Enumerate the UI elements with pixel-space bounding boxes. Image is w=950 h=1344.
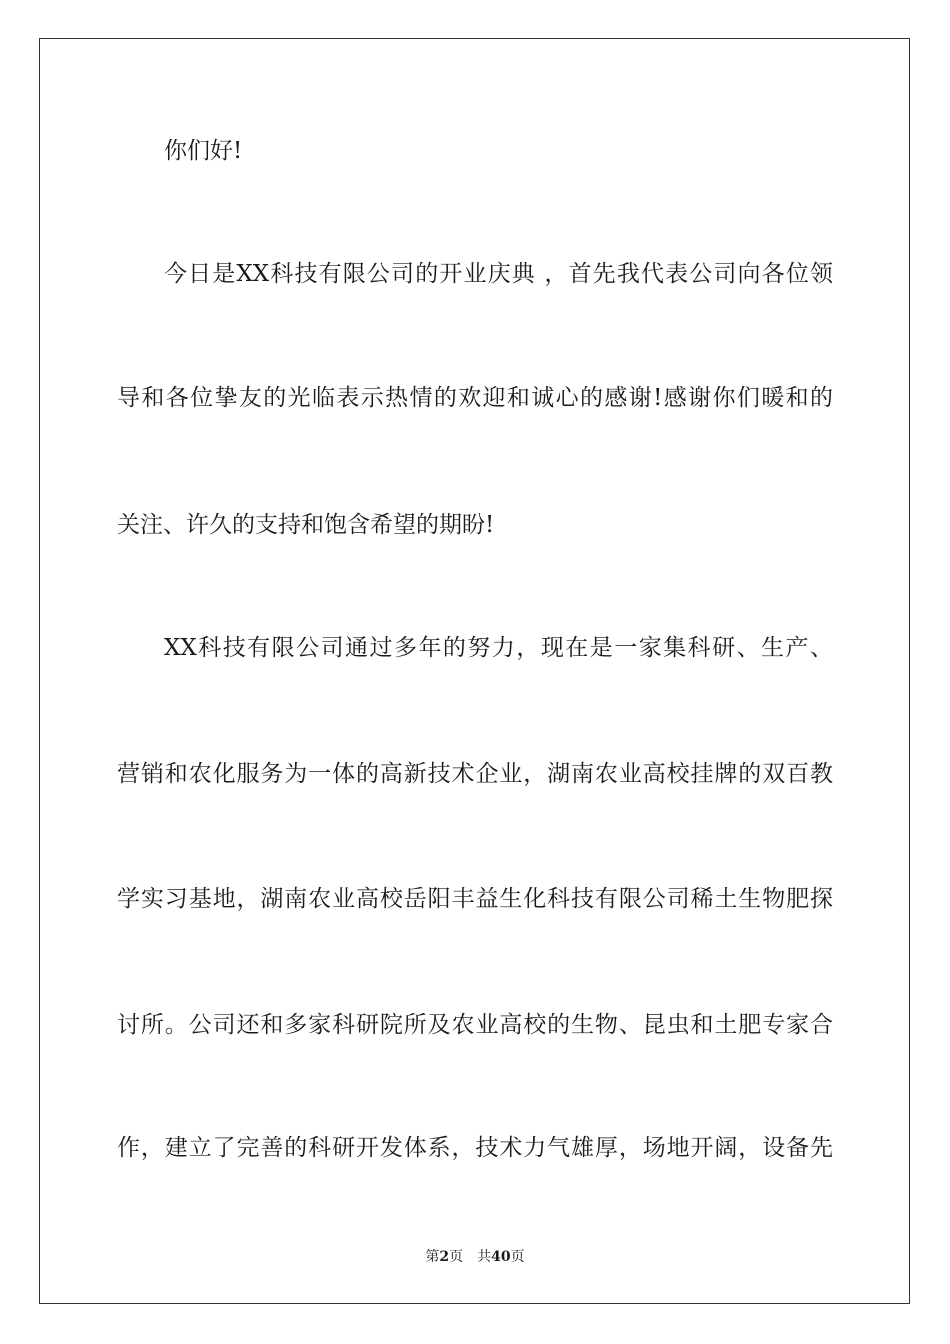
page-prefix: 第: [425, 1249, 440, 1265]
paragraph-2-line-4: 讨所。公司还和多家科研院所及农业高校的生物、昆虫和土肥专家合: [117, 1012, 833, 1038]
page-footer: [0, 1248, 950, 1266]
paragraph-2-line-3: 学实习基地，湖南农业高校岳阳丰益生化科技有限公司稀土生物肥探: [117, 886, 833, 912]
total-prefix: 共: [477, 1249, 492, 1265]
greeting-line: 你们好!: [164, 138, 243, 164]
paragraph-1-line-3: 关注、许久的支持和饱含希望的期盼!: [117, 512, 495, 538]
total-suffix: 页: [510, 1249, 525, 1265]
page-suffix: 页: [449, 1249, 464, 1265]
paragraph-2-line-2: 营销和农化服务为一体的高新技术企业，湖南农业高校挂牌的双百教: [117, 761, 833, 787]
total-pages: 40: [491, 1249, 511, 1265]
paragraph-2-line-1: XX科技有限公司通过多年的努力，现在是一家集科研、生产、: [164, 635, 833, 661]
paragraph-1-line-2: 导和各位挚友的光临表示热情的欢迎和诚心的感谢!感谢你们暖和的: [117, 385, 833, 411]
page-number: 2: [439, 1249, 450, 1265]
paragraph-2-line-5: 作，建立了完善的科研开发体系，技术力气雄厚，场地开阔，设备先: [117, 1135, 833, 1161]
paragraph-1-line-1: 今日是XX科技有限公司的开业庆典 ，首先我代表公司向各位领: [164, 261, 833, 287]
page-border: [39, 38, 910, 1304]
